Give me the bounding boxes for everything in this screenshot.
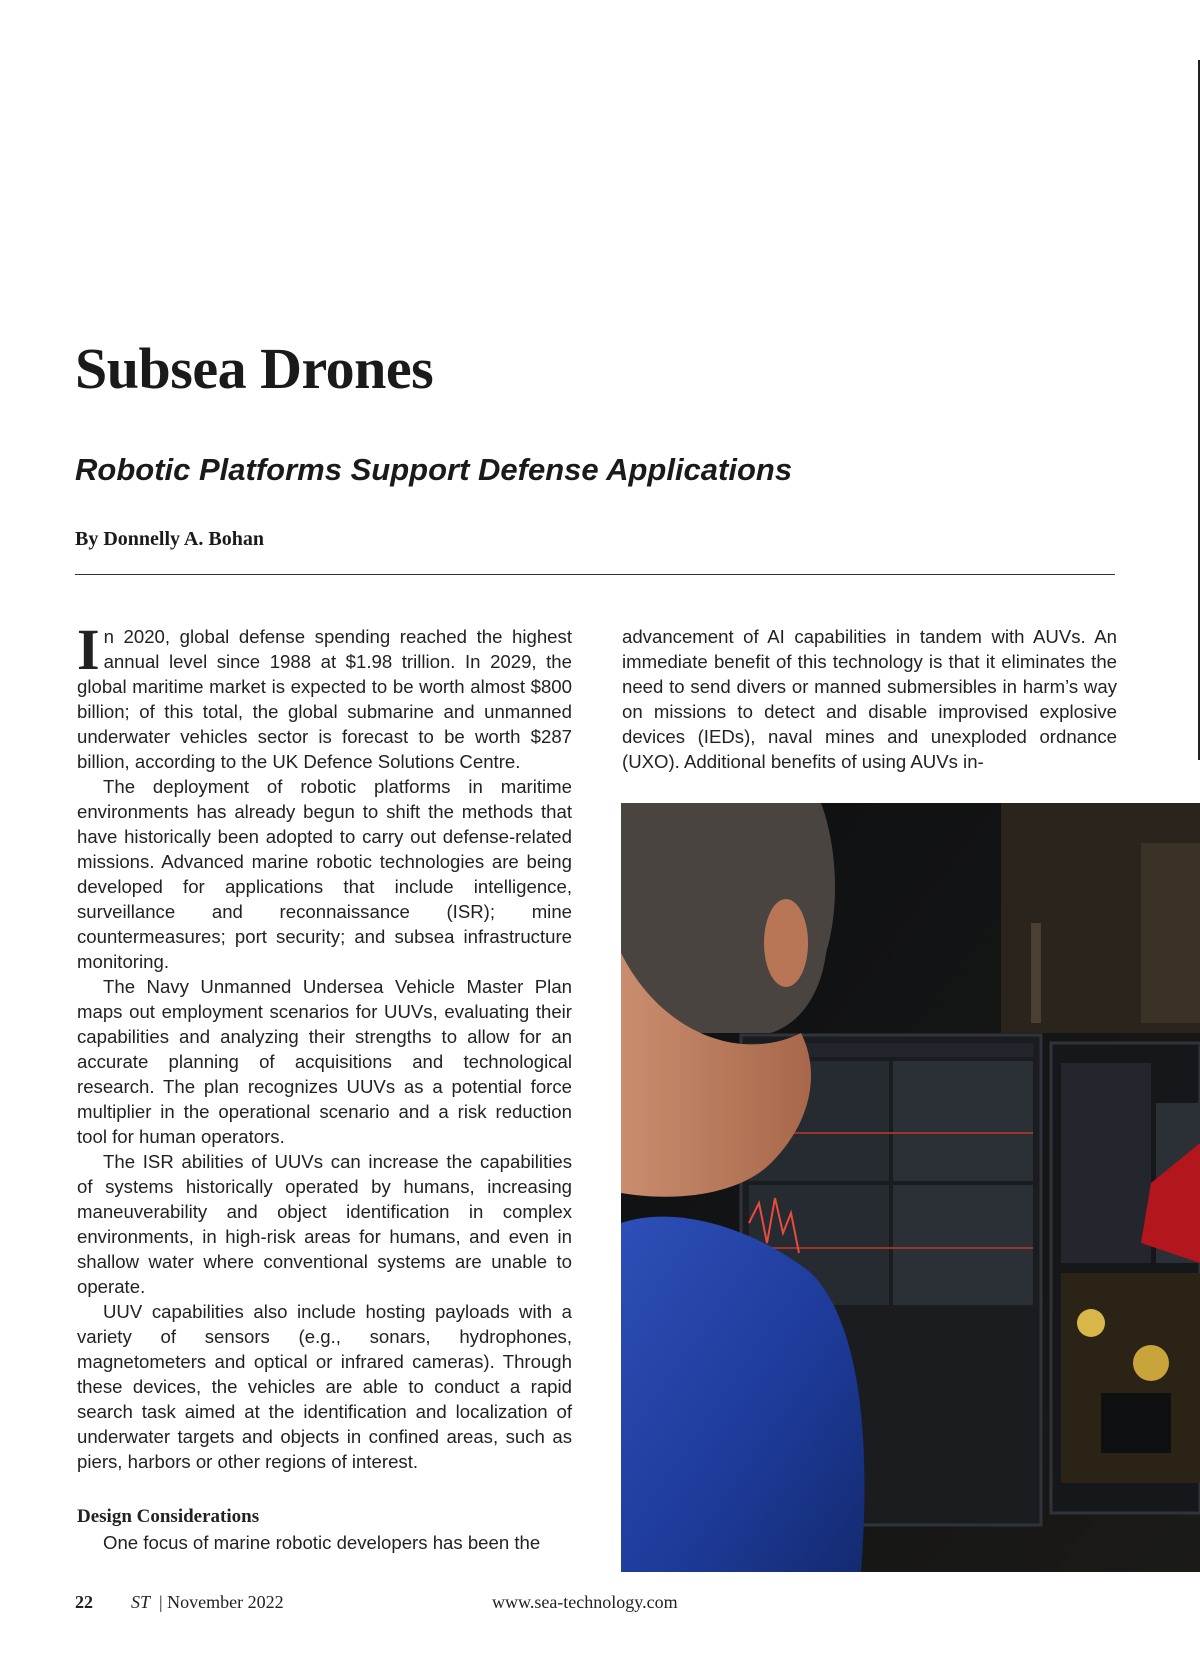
paragraph-1 <box>77 617 572 774</box>
footer-separator: | <box>159 1592 163 1612</box>
issue-date: November 2022 <box>167 1592 284 1612</box>
paragraph-6: One focus of marine robotic developers has been the <box>103 1532 541 1553</box>
section-heading: Design Considerations <box>77 1506 260 1527</box>
paragraph-1-text: n 2020, global defense spending reached the highest annual level since 1988 at $1.98 trillion. In 2029, the global maritime market is expected to be worth almost $800 billion; of this total, the global submarine and unmanned underwater vehicles sector is forecast to be worth $287 billion, according to the UK Defence Solutions Centre. <box>77 626 572 772</box>
article-subtitle: Robotic Platforms Support Defense Applications <box>75 452 793 487</box>
publication-line <box>131 1592 284 1613</box>
paragraph-4: The ISR abilities of UUVs can increase the capabilities of systems historically operated by humans, increasing maneuverability and object identification in complex environments, in high-risk areas for humans, and even in shallow water where conventional systems are unable to operate. <box>77 1151 572 1297</box>
drop-cap: I <box>77 617 100 682</box>
paragraph-3: The Navy Unmanned Undersea Vehicle Master Plan maps out employment scenarios for UUVs, evaluating their capabilities and analyzing their strengths to allow for an accurate planning of acquisitions and technological research. The plan recognizes UUVs as a potential force multiplier in the operational scenario and a risk reduction tool for human operators. <box>77 976 572 1147</box>
paragraph-2: The deployment of robotic platforms in maritime environments has already begun to shift the methods that have historically been adopted to carry out defense-related missions. Advanced marine robotic technologies are being developed for applications that include intelligence, surveillance and reconnaissance (ISR); mine countermeasures; port security; and subsea infrastructure monitoring. <box>77 776 572 972</box>
page-number: 22 <box>75 1592 93 1612</box>
article-title: Subsea Drones <box>75 336 434 401</box>
body-column-right <box>622 624 1117 774</box>
paragraph-continued: advancement of AI capabilities in tandem with AUVs. An immediate benefit of this technology is that it eliminates the need to send divers or manned submersibles in harm’s way on missions to detect and disable improvised explosive devices (IEDs), naval mines and unexploded ordnance (UXO). Additional benefits of using AUVs in- <box>622 626 1117 772</box>
article-photo <box>621 803 1200 1572</box>
article-byline: By Donnelly A. Bohan <box>75 528 264 550</box>
magazine-name: ST <box>131 1592 151 1612</box>
operator-at-monitors-illustration <box>621 803 1200 1572</box>
website-url: www.sea-technology.com <box>492 1592 678 1612</box>
body-column-left <box>77 617 572 1555</box>
header-divider <box>75 574 1115 575</box>
paragraph-5: UUV capabilities also include hosting payloads with a variety of sensors (e.g., sonars, hydrophones, magnetometers and optical or infrared cameras). Through these devices, the vehicles are able to conduct a rapid search task aimed at the identification and localization of underwater targets and objects in confined areas, such as piers, harbors or other regions of interest. <box>77 1301 572 1472</box>
